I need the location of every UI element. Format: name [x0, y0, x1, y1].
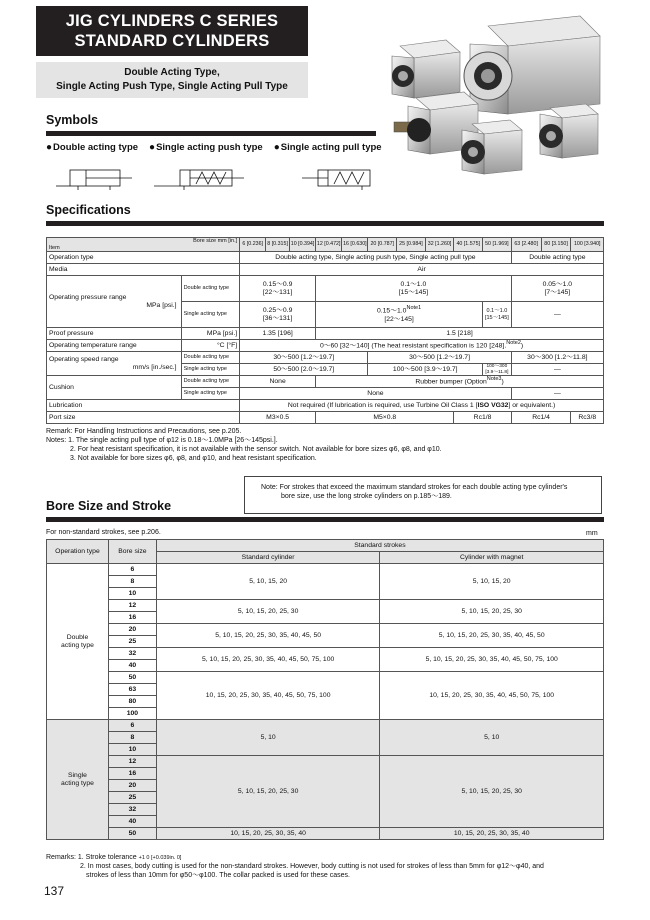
- port-5: Rc3/8: [571, 412, 604, 424]
- spec-remark: Remark: For Handling Instructions and Precautions, see p.205.: [46, 428, 242, 435]
- standard-strokes-cell: 5, 10, 15, 20, 25, 30: [156, 756, 380, 828]
- stroke-row: [47, 720, 604, 732]
- pressure-sa-1: [240, 302, 316, 328]
- bore-40: 40 [1.575]: [454, 238, 483, 252]
- note2-marker: Note2: [506, 340, 521, 347]
- bore-size-cell: 8: [108, 576, 156, 588]
- temperature-unit: °C [°F]: [181, 340, 240, 352]
- lubrication-text: Not required (If lubrication is required, use Turbine Oil Class 1 [: [287, 401, 478, 409]
- symbol-label-pull: ● Single acting pull type: [274, 142, 382, 153]
- note-box-line-1: Note: For strokes that exceed the maximum standard strokes for each double acting type cylinder's: [261, 484, 568, 491]
- bore-size-cell: 32: [108, 804, 156, 816]
- stroke-row: [47, 648, 604, 660]
- spec-notes: [46, 427, 606, 463]
- pressure-sa-3-mpa: 0.1～1.0: [486, 308, 508, 314]
- symbols-rule: [46, 131, 376, 136]
- speed-single-label: Single acting type: [181, 364, 240, 376]
- unit-label: mm: [586, 530, 598, 537]
- single-pull-symbol-icon: [302, 170, 370, 190]
- bore-stroke-heading: Bore Size and Stroke: [46, 499, 172, 513]
- subtitle-line-1: Double Acting Type,: [124, 67, 220, 78]
- specifications-rule: [46, 221, 604, 226]
- col-bore-size: Bore size: [108, 540, 156, 564]
- stroke-row: [47, 624, 604, 636]
- col-operation-type: Operation type: [47, 540, 109, 564]
- bore-size-cell: 32: [108, 648, 156, 660]
- pressure-sa-3-psi: [15～145]: [484, 314, 509, 321]
- row-temperature: Operating temperature range: [47, 340, 182, 352]
- bore-size-cell: 16: [108, 612, 156, 624]
- proof-2: 1.5 [218]: [316, 328, 604, 340]
- proof-unit: MPa [psi.]: [181, 328, 240, 340]
- page-number: 137: [44, 884, 65, 898]
- pressure-sa-2-psi: [22～145]: [384, 315, 414, 323]
- pressure-double-label: Double acting type: [181, 276, 240, 302]
- col-cylinder-magnet: Cylinder with magnet: [380, 552, 604, 564]
- bore-size-cell: 10: [108, 744, 156, 756]
- stroke-row: [47, 828, 604, 840]
- spec-note-1: Notes: 1. The single acting pull type of φ12 is 0.18～1.0MPa [26～145psi.].: [46, 437, 278, 444]
- double-acting-rows: [47, 564, 604, 720]
- pressure-single-label: Single acting type: [181, 302, 240, 328]
- magnet-strokes-cell: 5, 10, 15, 20, 25, 30, 35, 40, 45, 50, 75, 100: [380, 648, 604, 672]
- magnet-strokes-cell: 5, 10, 15, 20, 25, 30: [380, 756, 604, 828]
- cushion-da-2: [316, 376, 604, 388]
- bore-size-cell: 6: [108, 720, 156, 732]
- standard-strokes-cell: 10, 15, 20, 25, 30, 35, 40, 45, 50, 75, 100: [156, 672, 380, 720]
- pneumatic-symbols: [50, 166, 390, 190]
- temperature-text: 0～60 [32～140] (The heat resistant specification is 120 [248].: [319, 342, 507, 350]
- pressure-da-1-psi: [22～131]: [262, 288, 293, 296]
- bore-size-cell: 50: [108, 828, 156, 840]
- standard-strokes-cell: 5, 10, 15, 20, 25, 30, 35, 40, 45, 50, 75, 100: [156, 648, 380, 672]
- pressure-da-3: [511, 276, 603, 302]
- standard-strokes-cell: 5, 10, 15, 20, 25, 30, 35, 40, 45, 50: [156, 624, 380, 648]
- bore-25: 25 [0.984]: [397, 238, 426, 252]
- lubrication-close: ] or equivalent.): [508, 401, 556, 409]
- spec-header-item: Item: [49, 244, 60, 251]
- row-speed: [47, 352, 182, 376]
- pressure-da-2: [316, 276, 512, 302]
- row-port: Port size: [47, 412, 240, 424]
- cushion-single-label: Single acting type: [181, 388, 240, 400]
- bore-16: 16 [0.630]: [342, 238, 368, 252]
- col-standard-cylinder: Standard cylinder: [156, 552, 380, 564]
- bore-stroke-rule: [46, 517, 604, 522]
- bore-12: 12 [0.472]: [316, 238, 342, 252]
- pressure-sa-1-psi: [36～131]: [262, 314, 293, 322]
- operation-type-label: acting type: [61, 641, 94, 649]
- bore-size-cell: 40: [108, 816, 156, 828]
- bore-100: 100 [3.940]: [571, 238, 604, 252]
- note-box-line-2: bore size, use the long stroke cylinders on p.185～189.: [281, 493, 452, 500]
- standard-strokes-cell: 5, 10, 15, 20, 25, 30: [156, 600, 380, 624]
- remark-line-3: strokes of less than 10mm for φ50～φ100. The collar packed is used for these cases.: [86, 872, 350, 879]
- single-push-symbol-icon: [154, 170, 244, 190]
- bore-8: 8 [0.315]: [266, 238, 290, 252]
- operation-type-value-a: Double acting type, Single acting push type, Single acting pull type: [240, 252, 512, 264]
- specifications-heading: Specifications: [46, 203, 131, 217]
- pressure-da-3-psi: [7～145]: [544, 288, 571, 296]
- speed-da-3: 30～300 [1.2～11.8]: [511, 352, 603, 364]
- bore-6: 6 [0.236]: [240, 238, 266, 252]
- note1-marker: Note1: [406, 305, 422, 312]
- pressure-da-2-psi: [15～145]: [398, 288, 429, 296]
- proof-1: 1.35 [196]: [240, 328, 316, 340]
- single-acting-rows: [47, 720, 604, 840]
- magnet-strokes-cell: 10, 15, 20, 25, 30, 35, 40, 45, 50, 75, 100: [380, 672, 604, 720]
- operation-type-label: Double: [66, 633, 89, 641]
- bore-50: 50 [1.969]: [483, 238, 512, 252]
- bore-size-cell: 25: [108, 636, 156, 648]
- bore-size-cell: 50: [108, 672, 156, 684]
- speed-sa-3: [483, 364, 512, 376]
- pressure-da-1-mpa: 0.15～0.9: [262, 280, 293, 288]
- stroke-row: [47, 672, 604, 684]
- bore-size-cell: 6: [108, 564, 156, 576]
- operation-type-value-b: Double acting type: [511, 252, 603, 264]
- magnet-strokes-cell: 5, 10, 15, 20, 25, 30: [380, 600, 604, 624]
- standard-strokes-cell: 10, 15, 20, 25, 30, 35, 40: [156, 828, 380, 840]
- pressure-da-2-mpa: 0.1～1.0: [400, 280, 427, 288]
- operation-type-label: Single: [68, 771, 87, 779]
- col-standard-strokes: Standard strokes: [156, 540, 603, 552]
- bore-stroke-table: [46, 539, 604, 840]
- cushion-sa: None: [240, 388, 512, 400]
- symbols-list: [46, 142, 606, 153]
- symbol-label-double: ● Double acting type: [46, 142, 138, 153]
- bore-80: 80 [3.150]: [541, 238, 571, 252]
- row-pressure: [47, 276, 182, 328]
- speed-double-label: Double acting type: [181, 352, 240, 364]
- port-3: Rc1/8: [454, 412, 511, 424]
- speed-unit: mm/s [in./sec.]: [132, 363, 177, 371]
- standard-strokes-cell: 5, 10: [156, 720, 380, 756]
- speed-da-2: 30～500 [1.2～19.7]: [368, 352, 511, 364]
- speed-sa-1: 50～500 [2.0～19.7]: [240, 364, 368, 376]
- bore-size-cell: 100: [108, 708, 156, 720]
- stroke-row: [47, 600, 604, 612]
- standard-strokes-cell: 5, 10, 15, 20: [156, 564, 380, 600]
- magnet-strokes-cell: 5, 10, 15, 20, 25, 30, 35, 40, 45, 50: [380, 624, 604, 648]
- bore-63: 63 [2.480]: [511, 238, 541, 252]
- magnet-strokes-cell: 5, 10, 15, 20: [380, 564, 604, 600]
- stroke-remarks: [46, 853, 606, 880]
- temperature-close: ): [520, 342, 524, 350]
- bore-size-cell: 80: [108, 696, 156, 708]
- cushion-da-2-text: Rubber bumper (Option: [415, 378, 487, 386]
- bore-20: 20 [0.787]: [368, 238, 397, 252]
- remark-1-text: Remarks: 1. Stroke tolerance: [46, 854, 137, 861]
- speed-label: Operating speed range: [49, 355, 119, 363]
- spec-note-2: 2. For heat resistant specification, it is not available with the sensor switch. Not available for bore sizes φ6, φ8, and φ10.: [70, 446, 442, 453]
- title-line-1: JIG CYLINDERS C SERIES: [65, 12, 279, 30]
- row-lubrication: Lubrication: [47, 400, 240, 412]
- double-acting-symbol-icon: [56, 170, 132, 190]
- pressure-sa-3: [483, 302, 512, 328]
- bore-size-cell: 25: [108, 792, 156, 804]
- speed-da-1: 30～500 [1.2～19.7]: [240, 352, 368, 364]
- row-media: Media: [47, 264, 240, 276]
- symbols-heading: Symbols: [46, 113, 99, 127]
- remark-line-2: 2. In most cases, body cutting is used for the non-standard strokes. However, body cutting is not used for strokes of less than 5mm for φ12～φ40, and: [80, 863, 544, 870]
- title-line-2: STANDARD CYLINDERS: [74, 32, 270, 50]
- cushion-sa-dash: —: [511, 388, 603, 400]
- bore-size-cell: 20: [108, 624, 156, 636]
- pressure-da-1: [240, 276, 316, 302]
- bore-size-cell: 20: [108, 780, 156, 792]
- subtitle: [36, 62, 308, 98]
- port-4: Rc1/4: [511, 412, 571, 424]
- temperature-value: [240, 340, 604, 352]
- stroke-tolerance: +1 0 [+0.039in. 0]: [138, 855, 182, 861]
- speed-sa-dash: —: [511, 364, 603, 376]
- operation-type-label: acting type: [61, 779, 94, 787]
- remark-line-1: [46, 853, 606, 862]
- symbol-label-push: ● Single acting push type: [149, 142, 263, 153]
- spec-header-cell: [47, 238, 240, 252]
- pressure-sa-2-mpa: 0.15～1.0: [376, 307, 407, 315]
- spec-note-3: 3. Not available for bore sizes φ6, φ8, and φ10, and heat resistant specification.: [70, 455, 317, 462]
- pressure-sa-dash: —: [511, 302, 603, 328]
- row-proof: Proof pressure: [47, 328, 182, 340]
- port-2: M5×0.8: [316, 412, 454, 424]
- spec-header-bore: Bore size mm [in.]: [193, 238, 238, 244]
- speed-sa-2: 100～500 [3.9～19.7]: [368, 364, 483, 376]
- bore-size-cell: 40: [108, 660, 156, 672]
- bore-size-cell: 10: [108, 588, 156, 600]
- speed-sa-3-b: [3.9～11.8]: [485, 369, 509, 375]
- non-standard-note: For non-standard strokes, see p.206.: [46, 529, 161, 536]
- bore-10: 10 [0.394]: [289, 238, 315, 252]
- speed-sa-3-a: 100～300: [486, 364, 508, 369]
- pressure-label: Operating pressure range: [49, 293, 127, 301]
- page-title: [36, 6, 308, 56]
- bore-size-cell: 16: [108, 768, 156, 780]
- bore-size-cell: 12: [108, 600, 156, 612]
- cushion-double-label: Double acting type: [181, 376, 240, 388]
- bore-size-cell: 12: [108, 756, 156, 768]
- magnet-strokes-cell: 10, 15, 20, 25, 30, 35, 40: [380, 828, 604, 840]
- pressure-unit: MPa [psi.]: [146, 301, 177, 309]
- subtitle-line-2: Single Acting Push Type, Single Acting Pull Type: [56, 81, 288, 92]
- pressure-da-3-mpa: 0.05～1.0: [542, 280, 573, 288]
- lubrication-iso: ISO VG32: [477, 401, 509, 409]
- media-value: Air: [240, 264, 604, 276]
- cylinder-product-photo: [380, 6, 606, 184]
- pressure-sa-1-mpa: 0.25～0.9: [262, 306, 293, 314]
- stroke-row: [47, 756, 604, 768]
- cushion-da-1: None: [240, 376, 316, 388]
- note3-marker: Note3: [486, 376, 502, 383]
- bore-32: 32 [1.260]: [425, 238, 454, 252]
- pressure-sa-2: [316, 302, 483, 328]
- row-cushion: Cushion: [47, 376, 182, 400]
- cushion-da-2-close: ): [501, 378, 504, 386]
- bore-size-cell: 8: [108, 732, 156, 744]
- port-1: M3×0.5: [240, 412, 316, 424]
- long-stroke-note: [244, 476, 602, 514]
- magnet-strokes-cell: 5, 10: [380, 720, 604, 756]
- stroke-row: [47, 564, 604, 576]
- bore-size-cell: 63: [108, 684, 156, 696]
- specifications-table: [46, 237, 604, 424]
- lubrication-value: [240, 400, 604, 412]
- operation-type-cell: [47, 564, 109, 720]
- row-operation-type: Operation type: [47, 252, 240, 264]
- operation-type-cell: [47, 720, 109, 840]
